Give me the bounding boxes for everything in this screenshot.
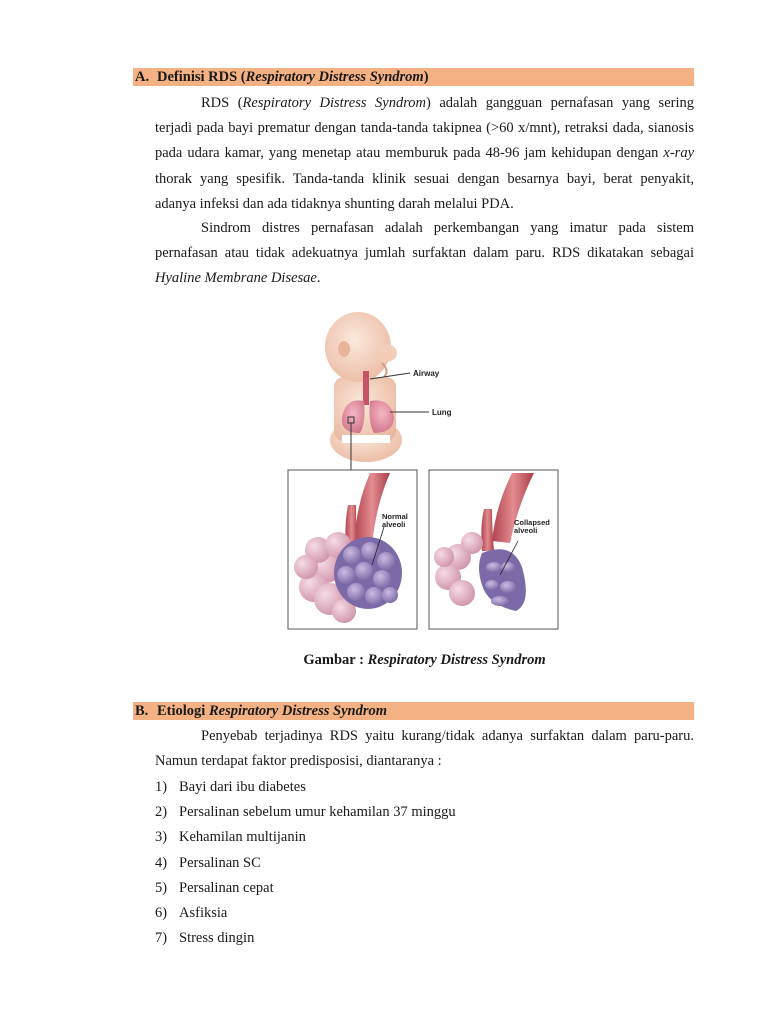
list-item-number: 3): [155, 829, 168, 846]
section-b-title-prefix: Etiologi: [157, 703, 209, 719]
collapsed-alveoli-panel: [429, 470, 558, 629]
list-item: [155, 775, 456, 800]
definition-paragraph-2: [155, 216, 694, 292]
list-item-number: 6): [155, 904, 168, 921]
list-item-text: Persalinan sebelum umur kehamilan 37 minggu: [179, 804, 456, 821]
list-item-number: 5): [155, 879, 168, 896]
para2-end: .: [316, 270, 321, 287]
section-a-title-prefix: Definisi RDS (: [157, 69, 246, 85]
normal-label-2: alveoli: [382, 520, 406, 529]
list-item: [155, 901, 456, 926]
lung-label: Lung: [432, 408, 452, 417]
para1-text2: thorak yang spesifik. Tanda-tanda klinik sesuai dengan besarnya bayi, berat penyakit, adanya infeksi dan ada tidaknya shunting darah melalui PDA.: [155, 170, 694, 212]
collapsed-label-1: Collapsed: [514, 518, 550, 527]
rds-illustration: [286, 305, 562, 635]
para2-italic: Hyaline Membrane Disesae: [155, 270, 317, 287]
para2-text: Sindrom distres pernafasan adalah perkembangan yang imatur pada sistem pernafasan atau tidak adekuatnya jumlah surfaktan dalam paru. RDS dikatakan sebagai: [155, 220, 694, 262]
etiology-intro: [155, 724, 694, 774]
section-a-title-suffix: ): [423, 69, 429, 85]
normal-alveoli-panel: [288, 470, 417, 629]
para1-lead-italic: Respiratory Distress Syndrom: [242, 95, 427, 111]
list-item-number: 4): [155, 854, 168, 871]
section-b-letter: B.: [135, 703, 149, 719]
section-a-letter: A.: [135, 69, 150, 85]
predisposition-list: [155, 775, 456, 951]
para1-text1: ) adalah gangguan pernafasan yang sering terjadi pada bayi prematur dengan tanda-tanda takipnea (>60 x/mnt), retraksi dada, sianosis pada udara kamar, yang menetap atau memburuk pada 48-96 jam kehidupan dengan: [155, 95, 694, 162]
section-b-title-italic: Respiratory Distress Syndrom: [208, 703, 388, 719]
list-item-text: Asfiksia: [179, 904, 228, 921]
rds-illustration-svg: [286, 305, 562, 635]
section-b-heading: [133, 702, 694, 720]
collapsed-label-2: alveoli: [514, 526, 538, 535]
list-item: [155, 800, 456, 825]
baby-figure: [325, 312, 402, 462]
section-a-title-italic: Respiratory Distress Syndrom: [245, 69, 424, 85]
section-a-heading: [133, 68, 694, 86]
list-item-number: 2): [155, 804, 168, 821]
list-item-number: 7): [155, 930, 168, 947]
list-item: [155, 825, 456, 850]
list-item-text: Stress dingin: [179, 930, 255, 947]
list-item-text: Persalinan SC: [179, 854, 261, 871]
definition-paragraph-1: [155, 91, 694, 217]
airway-label: Airway: [413, 369, 440, 378]
list-item: [155, 876, 456, 901]
normal-label-1: Normal: [382, 512, 408, 521]
list-item-number: 1): [155, 779, 168, 795]
caption-label: Gambar :: [303, 652, 368, 668]
list-item: [155, 926, 456, 951]
para1-lead: RDS (: [201, 95, 243, 111]
figure-caption: [155, 650, 694, 670]
list-item: [155, 851, 456, 876]
list-item-text: Persalinan cepat: [179, 879, 274, 896]
para1-italic-xray: x-ray: [663, 145, 694, 162]
list-item-text: Bayi dari ibu diabetes: [179, 779, 306, 795]
caption-title: Respiratory Distress Syndrom: [367, 652, 546, 668]
etiology-intro-text: Penyebab terjadinya RDS yaitu kurang/tidak adanya surfaktan dalam paru-paru. Namun terdapat faktor predisposisi, diantaranya :: [155, 728, 694, 770]
list-item-text: Kehamilan multijanin: [179, 829, 306, 846]
